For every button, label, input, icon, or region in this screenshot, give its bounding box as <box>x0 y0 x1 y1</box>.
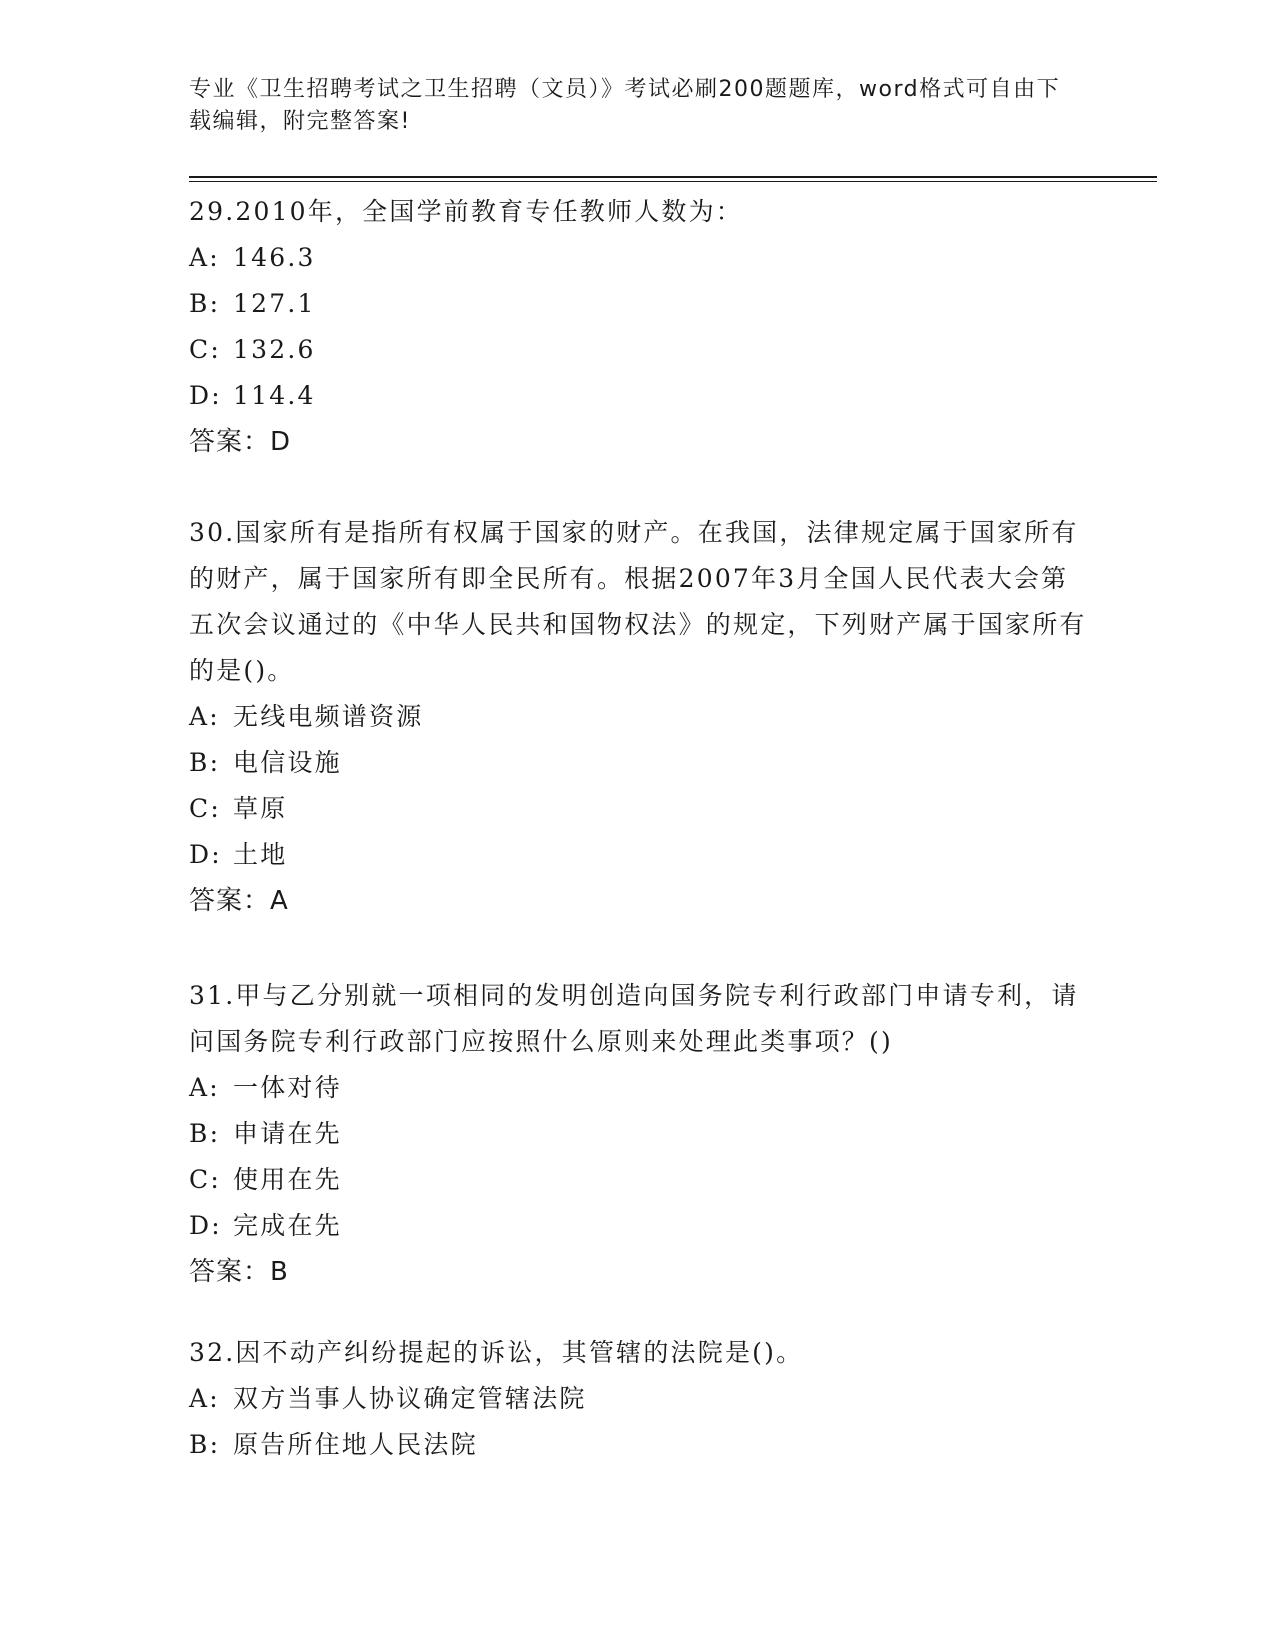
option-text: 127.1 <box>233 289 316 318</box>
question-block <box>189 973 1089 1295</box>
option-d <box>189 373 1089 419</box>
option-c <box>189 786 1089 832</box>
option-text: 申请在先 <box>233 1119 342 1148</box>
option-a <box>189 1376 1089 1422</box>
question-block <box>189 510 1089 924</box>
option-b <box>189 281 1089 327</box>
option-letter: C: <box>189 335 221 364</box>
option-text: 电信设施 <box>233 748 342 777</box>
answer-line: 答案：D <box>189 427 292 457</box>
answer-line: 答案：A <box>189 886 289 916</box>
question-stem: 32.因不动产纠纷提起的诉讼，其管辖的法院是()。 <box>189 1338 804 1367</box>
option-b <box>189 740 1089 786</box>
option-letter: D: <box>189 1211 222 1240</box>
option-text: 双方当事人协议确定管辖法院 <box>233 1384 587 1413</box>
option-text: 原告所住地人民法院 <box>233 1430 478 1459</box>
answer-line: 答案：B <box>189 1257 289 1287</box>
option-b <box>189 1111 1089 1157</box>
option-letter: A: <box>189 243 220 272</box>
option-letter: B: <box>189 289 221 318</box>
option-letter: C: <box>189 1165 221 1194</box>
option-b <box>189 1422 1089 1468</box>
option-letter: B: <box>189 1119 221 1148</box>
option-letter: C: <box>189 794 221 823</box>
option-text: 完成在先 <box>233 1211 342 1240</box>
option-letter: B: <box>189 748 221 777</box>
header-divider-thin <box>189 181 1157 182</box>
option-text: 114.4 <box>233 381 316 410</box>
option-a <box>189 694 1089 740</box>
option-text: 132.6 <box>233 335 316 364</box>
option-letter: B: <box>189 1430 221 1459</box>
option-d <box>189 1203 1089 1249</box>
option-text: 使用在先 <box>233 1165 342 1194</box>
option-letter: D: <box>189 840 222 869</box>
option-letter: A: <box>189 1073 220 1102</box>
header-divider-thick <box>189 176 1157 178</box>
question-stem: 29.2010年，全国学前教育专任教师人数为： <box>189 197 743 226</box>
option-letter: D: <box>189 381 222 410</box>
question-stem: 31.甲与乙分别就一项相同的发明创造向国务院专利行政部门申请专利，请问国务院专利行政部门应按照什么原则来处理此类事项？() <box>189 981 1079 1056</box>
question-block <box>189 1330 1089 1468</box>
option-a <box>189 235 1089 281</box>
question-block <box>189 189 1089 465</box>
option-c <box>189 1157 1089 1203</box>
option-text: 146.3 <box>233 243 316 272</box>
option-letter: A: <box>189 702 220 731</box>
option-letter: A: <box>189 1384 220 1413</box>
option-text: 草原 <box>233 794 288 823</box>
option-text: 土地 <box>233 840 288 869</box>
option-text: 一体对待 <box>233 1073 342 1102</box>
option-a <box>189 1065 1089 1111</box>
option-d <box>189 832 1089 878</box>
document-intro: 专业《卫生招聘考试之卫生招聘（文员）》考试必刷200题题库，word格式可自由下载编辑，附完整答案! <box>189 77 1061 134</box>
option-text: 无线电频谱资源 <box>233 702 424 731</box>
option-c <box>189 327 1089 373</box>
question-stem: 30.国家所有是指所有权属于国家的财产。在我国，法律规定属于国家所有的财产，属于国家所有即全民所有。根据2007年3月全国人民代表大会第五次会议通过的《中华人民共和国物权法》的规定，下列财产属于国家所有的是()。 <box>189 518 1087 685</box>
